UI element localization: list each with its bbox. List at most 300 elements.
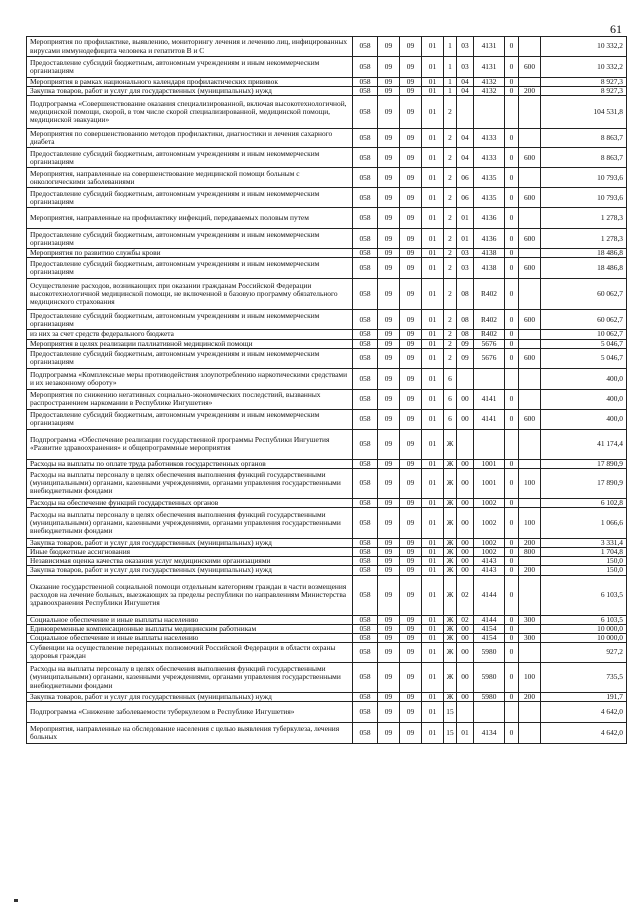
table-row <box>27 642 627 662</box>
cell-ministry: 058 <box>353 702 378 723</box>
cell-ministry: 058 <box>353 575 378 615</box>
cell-main-activity: 00 <box>457 624 474 633</box>
cell-name: Мероприятия в целях реализации паллиативной медицинской помощи <box>27 339 353 348</box>
cell-subsection: 09 <box>400 348 422 368</box>
table-row <box>27 548 627 557</box>
cell-direction: 1001 <box>474 459 505 468</box>
cell-ministry: 058 <box>353 468 378 498</box>
cell-name: Мероприятия по развитию службы крови <box>27 249 353 258</box>
cell-subprogram: 2 <box>444 348 457 368</box>
cell-subprogram: Ж <box>444 642 457 662</box>
cell-main-activity: 00 <box>457 557 474 566</box>
cell-amount: 104 531,8 <box>541 96 627 129</box>
cell-section: 09 <box>378 348 400 368</box>
cell-section: 09 <box>378 168 400 188</box>
cell-reserve: 0 <box>505 692 519 701</box>
cell-subprogram: 1 <box>444 37 457 57</box>
cell-program: 01 <box>422 389 444 409</box>
cell-ministry: 058 <box>353 459 378 468</box>
cell-section: 09 <box>378 78 400 87</box>
cell-expense-type: 200 <box>519 692 541 701</box>
cell-name: Расходы на выплаты персоналу в целях обеспечения выполнения функций государственными (муниципальными) органами, казенными учреждениями, органами управления государственными внебюджетными фондами <box>27 662 353 692</box>
cell-name: Расходы на выплаты по оплате труда работников государственных органов <box>27 459 353 468</box>
cell-main-activity: 03 <box>457 249 474 258</box>
cell-direction <box>474 96 505 129</box>
cell-main-activity: 00 <box>457 507 474 538</box>
cell-name: Подпрограмма «Комплексные меры противодействия злоупотреблению наркотическими средствами и их незаконному обороту» <box>27 368 353 389</box>
cell-amount: 18 486,8 <box>541 258 627 279</box>
cell-amount: 4 642,0 <box>541 702 627 723</box>
cell-direction: 4138 <box>474 249 505 258</box>
cell-section: 09 <box>378 615 400 624</box>
cell-amount: 17 890,9 <box>541 459 627 468</box>
cell-name: Единовременные компенсационные выплаты медицинским работникам <box>27 624 353 633</box>
cell-reserve: 0 <box>505 557 519 566</box>
cell-direction: 4131 <box>474 57 505 78</box>
cell-section: 09 <box>378 96 400 129</box>
cell-ministry: 058 <box>353 229 378 249</box>
cell-direction: R402 <box>474 310 505 330</box>
cell-main-activity: 00 <box>457 692 474 701</box>
table-row <box>27 148 627 168</box>
cell-amount: 10 793,6 <box>541 168 627 188</box>
cell-subsection: 09 <box>400 37 422 57</box>
cell-main-activity: 03 <box>457 258 474 279</box>
table-row <box>27 429 627 459</box>
cell-main-activity <box>457 368 474 389</box>
cell-program: 01 <box>422 229 444 249</box>
cell-ministry: 058 <box>353 429 378 459</box>
cell-expense-type: 600 <box>519 409 541 429</box>
cell-subprogram: Ж <box>444 575 457 615</box>
cell-section: 09 <box>378 624 400 633</box>
table-row <box>27 37 627 57</box>
cell-amount: 400,0 <box>541 368 627 389</box>
cell-ministry: 058 <box>353 692 378 701</box>
cell-reserve: 0 <box>505 575 519 615</box>
cell-ministry: 058 <box>353 348 378 368</box>
cell-expense-type <box>519 723 541 744</box>
table-row <box>27 78 627 87</box>
cell-program: 01 <box>422 368 444 389</box>
cell-expense-type <box>519 702 541 723</box>
cell-program: 01 <box>422 624 444 633</box>
cell-name: Иные бюджетные ассигнования <box>27 548 353 557</box>
cell-section: 09 <box>378 148 400 168</box>
cell-name: Предоставление субсидий бюджетным, автономным учреждениям и иным некоммерческим организациям <box>27 258 353 279</box>
cell-main-activity: 08 <box>457 330 474 339</box>
cell-subprogram: 6 <box>444 389 457 409</box>
cell-subprogram: 2 <box>444 208 457 229</box>
cell-section: 09 <box>378 575 400 615</box>
cell-subsection: 09 <box>400 310 422 330</box>
cell-subprogram: Ж <box>444 692 457 701</box>
cell-subprogram: 2 <box>444 339 457 348</box>
cell-direction: 5980 <box>474 662 505 692</box>
cell-main-activity: 02 <box>457 575 474 615</box>
cell-section: 09 <box>378 642 400 662</box>
cell-amount: 1 278,3 <box>541 208 627 229</box>
cell-expense-type <box>519 557 541 566</box>
cell-reserve: 0 <box>505 57 519 78</box>
cell-name: Мероприятия по снижению негативных социально-экономических последствий, вызванных распространением наркомании в Республике Ингушетия» <box>27 389 353 409</box>
cell-expense-type <box>519 129 541 148</box>
cell-section: 09 <box>378 57 400 78</box>
cell-subsection: 09 <box>400 692 422 701</box>
cell-main-activity: 04 <box>457 78 474 87</box>
cell-reserve: 0 <box>505 339 519 348</box>
cell-reserve: 0 <box>505 507 519 538</box>
cell-ministry: 058 <box>353 723 378 744</box>
cell-subprogram: 2 <box>444 279 457 310</box>
cell-program: 01 <box>422 168 444 188</box>
cell-direction: 4132 <box>474 78 505 87</box>
table-row <box>27 692 627 701</box>
cell-direction: 1001 <box>474 468 505 498</box>
cell-expense-type <box>519 429 541 459</box>
cell-reserve: 0 <box>505 37 519 57</box>
cell-name: Закупка товаров, работ и услуг для государственных (муниципальных) нужд <box>27 566 353 575</box>
cell-reserve: 0 <box>505 566 519 575</box>
cell-program: 01 <box>422 538 444 547</box>
cell-subprogram: 1 <box>444 78 457 87</box>
cell-name: Подпрограмма «Обеспечение реализации государственной программы Республики Ингушетия «Развитие здравоохранения» и общепрограммные мероприятия <box>27 429 353 459</box>
cell-main-activity: 06 <box>457 168 474 188</box>
cell-ministry: 058 <box>353 615 378 624</box>
cell-section: 09 <box>378 498 400 507</box>
cell-amount: 17 890,9 <box>541 468 627 498</box>
cell-reserve: 0 <box>505 615 519 624</box>
table-row <box>27 208 627 229</box>
table-row <box>27 566 627 575</box>
cell-ministry: 058 <box>353 409 378 429</box>
cell-expense-type: 300 <box>519 633 541 642</box>
cell-name: Расходы на обеспечение функций государственных органов <box>27 498 353 507</box>
cell-ministry: 058 <box>353 168 378 188</box>
cell-amount: 6 102,8 <box>541 498 627 507</box>
cell-direction: 1002 <box>474 507 505 538</box>
cell-main-activity: 00 <box>457 459 474 468</box>
table-row <box>27 249 627 258</box>
table-row <box>27 557 627 566</box>
cell-section: 09 <box>378 702 400 723</box>
cell-subprogram: Ж <box>444 507 457 538</box>
cell-subprogram: Ж <box>444 548 457 557</box>
cell-subsection: 09 <box>400 208 422 229</box>
cell-ministry: 058 <box>353 548 378 557</box>
cell-section: 09 <box>378 310 400 330</box>
cell-subprogram: 15 <box>444 702 457 723</box>
cell-direction: 4136 <box>474 229 505 249</box>
cell-subprogram: 15 <box>444 723 457 744</box>
table-row <box>27 538 627 547</box>
cell-subsection: 09 <box>400 723 422 744</box>
cell-subprogram: Ж <box>444 633 457 642</box>
cell-amount: 8 863,7 <box>541 129 627 148</box>
cell-subsection: 09 <box>400 633 422 642</box>
cell-reserve: 0 <box>505 662 519 692</box>
cell-subsection: 09 <box>400 389 422 409</box>
cell-name: Предоставление субсидий бюджетным, автономным учреждениям и иным некоммерческим организациям <box>27 188 353 208</box>
cell-reserve: 0 <box>505 409 519 429</box>
cell-reserve: 0 <box>505 624 519 633</box>
table-row <box>27 348 627 368</box>
cell-direction: 4132 <box>474 87 505 96</box>
cell-expense-type <box>519 279 541 310</box>
cell-reserve <box>505 429 519 459</box>
cell-program: 01 <box>422 566 444 575</box>
cell-expense-type: 100 <box>519 507 541 538</box>
table-row <box>27 507 627 538</box>
cell-section: 09 <box>378 459 400 468</box>
cell-program: 01 <box>422 129 444 148</box>
cell-direction: 5676 <box>474 348 505 368</box>
cell-reserve <box>505 368 519 389</box>
cell-subsection: 09 <box>400 129 422 148</box>
cell-main-activity: 09 <box>457 339 474 348</box>
cell-expense-type <box>519 389 541 409</box>
cell-subprogram: 1 <box>444 57 457 78</box>
cell-expense-type <box>519 330 541 339</box>
cell-reserve: 0 <box>505 129 519 148</box>
cell-name: Закупка товаров, работ и услуг для государственных (муниципальных) нужд <box>27 538 353 547</box>
cell-ministry: 058 <box>353 249 378 258</box>
cell-name: Социальное обеспечение и иные выплаты населению <box>27 633 353 642</box>
table-row <box>27 459 627 468</box>
cell-amount: 927,2 <box>541 642 627 662</box>
cell-amount: 10 062,7 <box>541 330 627 339</box>
cell-amount: 60 062,7 <box>541 310 627 330</box>
table-row <box>27 96 627 129</box>
cell-ministry: 058 <box>353 557 378 566</box>
cell-expense-type <box>519 96 541 129</box>
cell-section: 09 <box>378 188 400 208</box>
cell-program: 01 <box>422 279 444 310</box>
cell-main-activity: 00 <box>457 409 474 429</box>
cell-amount: 8 927,3 <box>541 87 627 96</box>
cell-subprogram: Ж <box>444 615 457 624</box>
cell-subprogram: 2 <box>444 96 457 129</box>
cell-main-activity: 00 <box>457 468 474 498</box>
cell-program: 01 <box>422 615 444 624</box>
cell-expense-type <box>519 498 541 507</box>
cell-subprogram: 2 <box>444 249 457 258</box>
cell-section: 09 <box>378 429 400 459</box>
scan-mark <box>14 899 18 902</box>
cell-main-activity: 04 <box>457 148 474 168</box>
cell-program: 01 <box>422 348 444 368</box>
cell-amount: 8 927,3 <box>541 78 627 87</box>
table-row <box>27 498 627 507</box>
cell-expense-type: 600 <box>519 188 541 208</box>
cell-program: 01 <box>422 409 444 429</box>
cell-amount: 5 046,7 <box>541 339 627 348</box>
cell-section: 09 <box>378 548 400 557</box>
cell-section: 09 <box>378 208 400 229</box>
cell-reserve: 0 <box>505 78 519 87</box>
table-row <box>27 624 627 633</box>
cell-main-activity: 00 <box>457 662 474 692</box>
cell-amount: 18 486,8 <box>541 249 627 258</box>
cell-main-activity: 08 <box>457 310 474 330</box>
cell-section: 09 <box>378 249 400 258</box>
cell-subsection: 09 <box>400 78 422 87</box>
cell-main-activity: 04 <box>457 129 474 148</box>
cell-ministry: 058 <box>353 642 378 662</box>
cell-name: Подпрограмма «Снижение заболеваемости туберкулезом в Республике Ингушетия» <box>27 702 353 723</box>
table-row <box>27 330 627 339</box>
cell-expense-type: 600 <box>519 148 541 168</box>
cell-program: 01 <box>422 96 444 129</box>
cell-program: 01 <box>422 459 444 468</box>
cell-program: 01 <box>422 468 444 498</box>
cell-name: Независимая оценка качества оказания услуг медицинскими организациями <box>27 557 353 566</box>
cell-subsection: 09 <box>400 662 422 692</box>
cell-subsection: 09 <box>400 507 422 538</box>
cell-amount: 10 332,2 <box>541 37 627 57</box>
cell-ministry: 058 <box>353 339 378 348</box>
cell-ministry: 058 <box>353 37 378 57</box>
cell-direction: 4143 <box>474 557 505 566</box>
cell-name: Предоставление субсидий бюджетным, автономным учреждениям и иным некоммерческим организациям <box>27 409 353 429</box>
cell-main-activity: 00 <box>457 566 474 575</box>
cell-section: 09 <box>378 279 400 310</box>
cell-section: 09 <box>378 662 400 692</box>
cell-amount: 1 066,6 <box>541 507 627 538</box>
cell-reserve: 0 <box>505 310 519 330</box>
cell-direction: R402 <box>474 279 505 310</box>
cell-section: 09 <box>378 258 400 279</box>
cell-direction: 5980 <box>474 692 505 701</box>
cell-direction: 1002 <box>474 548 505 557</box>
cell-name: Расходы на выплаты персоналу в целях обеспечения выполнения функций государственными (муниципальными) органами, казенными учреждениями, органами управления государственными внебюджетными фондами <box>27 507 353 538</box>
cell-amount: 150,0 <box>541 557 627 566</box>
cell-reserve: 0 <box>505 642 519 662</box>
cell-amount: 60 062,7 <box>541 279 627 310</box>
cell-amount: 735,5 <box>541 662 627 692</box>
cell-reserve: 0 <box>505 538 519 547</box>
cell-expense-type <box>519 368 541 389</box>
table-row <box>27 702 627 723</box>
table-row <box>27 168 627 188</box>
cell-main-activity <box>457 96 474 129</box>
cell-subsection: 09 <box>400 87 422 96</box>
table-row <box>27 368 627 389</box>
cell-reserve: 0 <box>505 348 519 368</box>
cell-subsection: 09 <box>400 615 422 624</box>
cell-program: 01 <box>422 633 444 642</box>
cell-subsection: 09 <box>400 188 422 208</box>
cell-subsection: 09 <box>400 168 422 188</box>
cell-amount: 191,7 <box>541 692 627 701</box>
cell-ministry: 058 <box>353 96 378 129</box>
budget-table <box>26 36 627 744</box>
cell-expense-type <box>519 339 541 348</box>
cell-ministry: 058 <box>353 624 378 633</box>
cell-direction: 1002 <box>474 498 505 507</box>
cell-subsection: 09 <box>400 429 422 459</box>
cell-subprogram: Ж <box>444 459 457 468</box>
cell-program: 01 <box>422 557 444 566</box>
cell-name: Предоставление субсидий бюджетным, автономным учреждениям и иным некоммерческим организациям <box>27 229 353 249</box>
cell-subprogram: 2 <box>444 330 457 339</box>
cell-program: 01 <box>422 575 444 615</box>
cell-name: Закупка товаров, работ и услуг для государственных (муниципальных) нужд <box>27 87 353 96</box>
cell-direction: 4133 <box>474 148 505 168</box>
cell-reserve: 0 <box>505 548 519 557</box>
cell-section: 09 <box>378 339 400 348</box>
cell-expense-type: 600 <box>519 258 541 279</box>
cell-program: 01 <box>422 57 444 78</box>
cell-amount: 10 000,0 <box>541 633 627 642</box>
cell-main-activity: 09 <box>457 348 474 368</box>
cell-program: 01 <box>422 87 444 96</box>
cell-program: 01 <box>422 702 444 723</box>
cell-main-activity: 00 <box>457 548 474 557</box>
cell-name: Предоставление субсидий бюджетным, автономным учреждениям и иным некоммерческим организациям <box>27 348 353 368</box>
cell-expense-type <box>519 459 541 468</box>
cell-direction: 4143 <box>474 566 505 575</box>
table-row <box>27 723 627 744</box>
cell-main-activity <box>457 429 474 459</box>
cell-direction: 5676 <box>474 339 505 348</box>
cell-amount: 41 174,4 <box>541 429 627 459</box>
cell-expense-type <box>519 249 541 258</box>
cell-section: 09 <box>378 368 400 389</box>
cell-expense-type: 200 <box>519 538 541 547</box>
table-row <box>27 633 627 642</box>
cell-ministry: 058 <box>353 507 378 538</box>
cell-direction: R402 <box>474 330 505 339</box>
cell-direction: 4136 <box>474 208 505 229</box>
cell-program: 01 <box>422 188 444 208</box>
cell-amount: 1 704,8 <box>541 548 627 557</box>
cell-ministry: 058 <box>353 148 378 168</box>
table-row <box>27 258 627 279</box>
cell-amount: 10 000,0 <box>541 624 627 633</box>
cell-name: Расходы на выплаты персоналу в целях обеспечения выполнения функций государственными (муниципальными) органами, казенными учреждениями, органами управления государственными внебюджетными фондами <box>27 468 353 498</box>
cell-expense-type <box>519 624 541 633</box>
cell-ministry: 058 <box>353 310 378 330</box>
cell-subprogram: Ж <box>444 468 457 498</box>
cell-subsection: 09 <box>400 548 422 557</box>
cell-expense-type: 600 <box>519 57 541 78</box>
cell-subsection: 09 <box>400 57 422 78</box>
cell-subsection: 09 <box>400 339 422 348</box>
cell-direction: 4144 <box>474 575 505 615</box>
cell-program: 01 <box>422 148 444 168</box>
cell-main-activity: 06 <box>457 188 474 208</box>
cell-subprogram: 2 <box>444 188 457 208</box>
cell-expense-type: 600 <box>519 310 541 330</box>
cell-main-activity: 00 <box>457 538 474 547</box>
cell-amount: 10 793,6 <box>541 188 627 208</box>
cell-section: 09 <box>378 409 400 429</box>
cell-subprogram: 6 <box>444 409 457 429</box>
cell-program: 01 <box>422 507 444 538</box>
cell-ministry: 058 <box>353 368 378 389</box>
cell-expense-type: 200 <box>519 87 541 96</box>
cell-ministry: 058 <box>353 188 378 208</box>
cell-ministry: 058 <box>353 662 378 692</box>
cell-expense-type <box>519 78 541 87</box>
cell-section: 09 <box>378 37 400 57</box>
cell-amount: 1 278,3 <box>541 229 627 249</box>
cell-expense-type: 300 <box>519 615 541 624</box>
cell-section: 09 <box>378 330 400 339</box>
cell-subsection: 09 <box>400 575 422 615</box>
cell-expense-type <box>519 168 541 188</box>
